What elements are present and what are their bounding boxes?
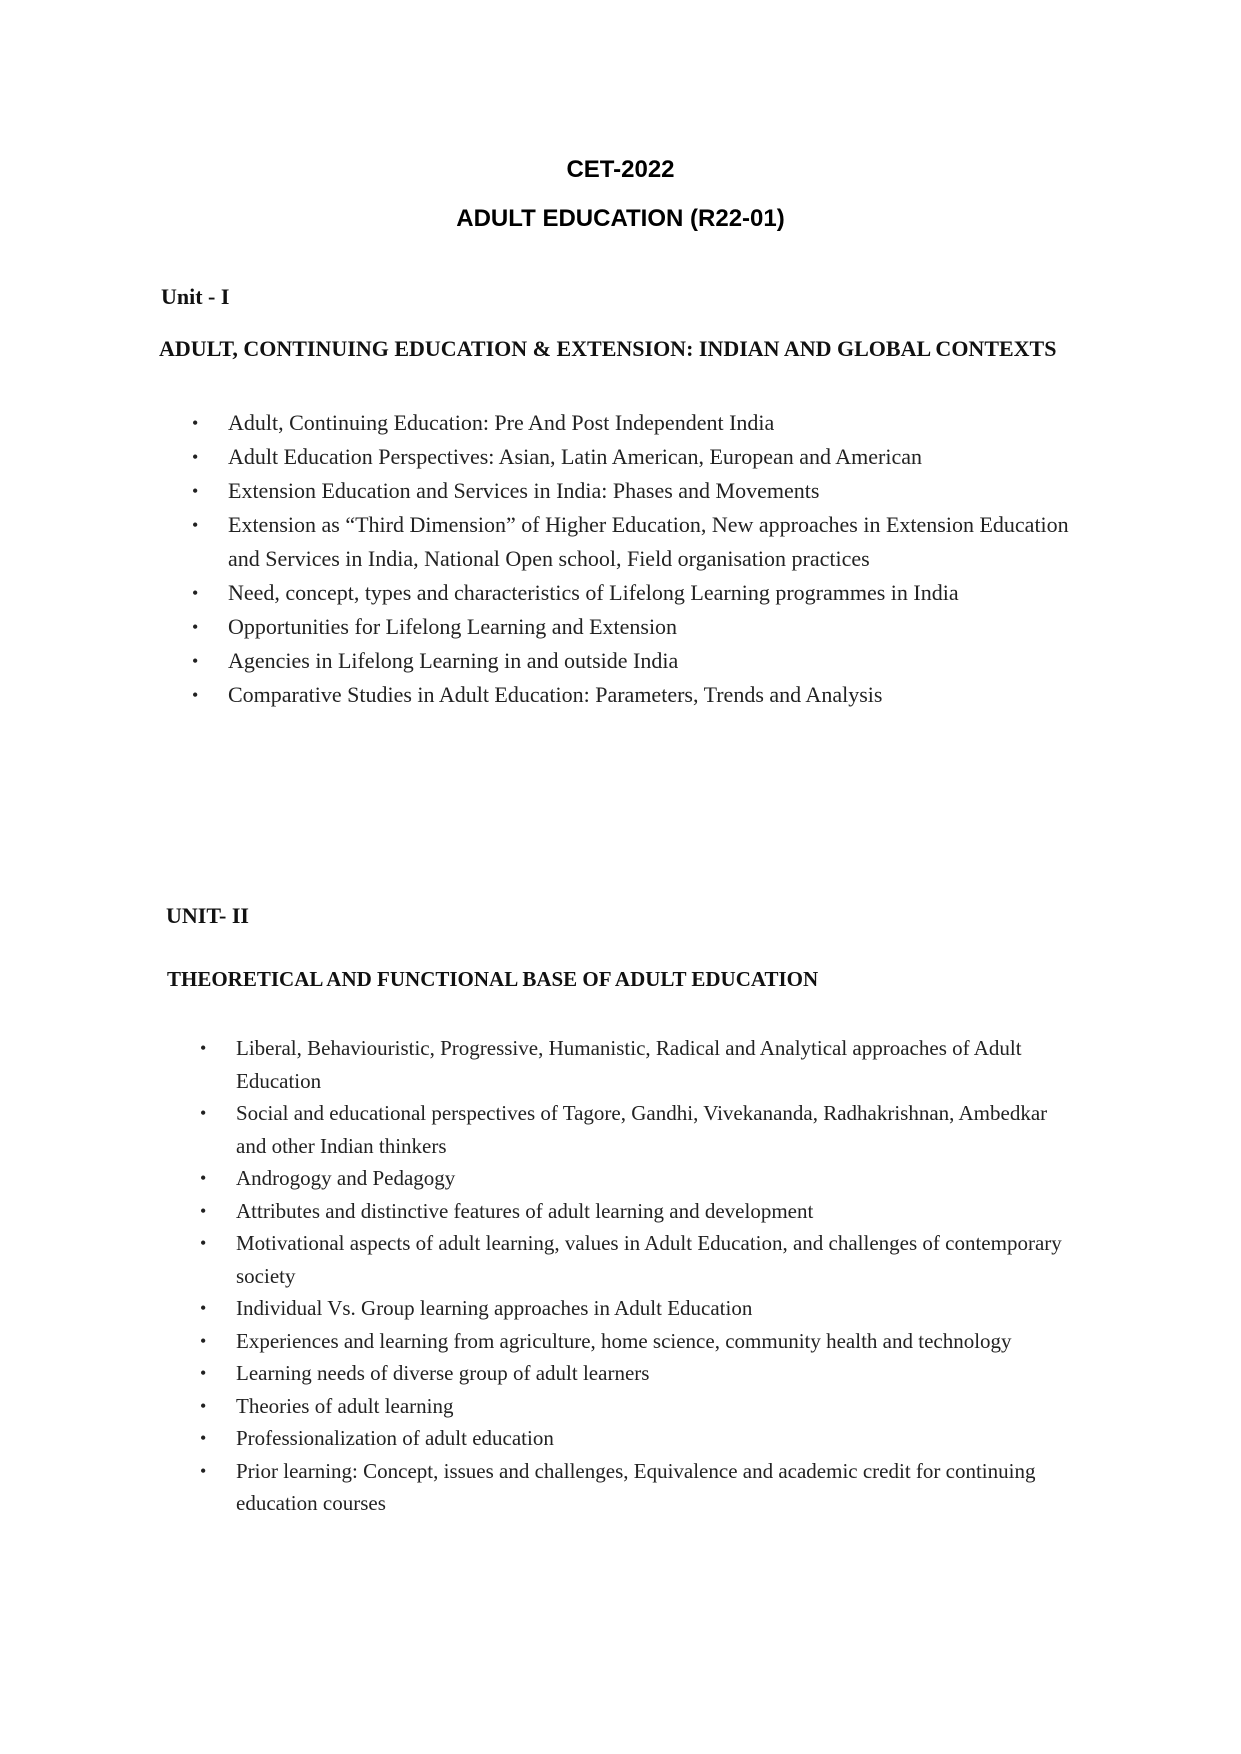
bullet-icon: • [200,1103,207,1123]
list-item-text: Androgogy and Pedagogy [236,1166,456,1190]
list-item [190,644,1070,678]
bullet-icon: • [192,481,199,501]
list-item-text: Motivational aspects of adult learning, values in Adult Education, and challenges of contemporary society [236,1231,1062,1288]
list-item [198,1097,1068,1162]
list-item [190,440,1070,474]
bullet-icon: • [192,413,199,433]
unit1-label: Unit - I [161,284,230,309]
exam-title: CET-2022 [566,156,675,183]
bullet-icon: • [200,1038,207,1058]
bullet-icon: • [200,1168,207,1188]
bullet-icon: • [200,1298,207,1318]
unit1-topic-list [190,406,1070,712]
list-item [198,1325,1068,1358]
bullet-icon: • [200,1330,207,1351]
bullet-icon: • [200,1460,207,1481]
list-item-text: Social and educational perspectives of Tagore, Gandhi, Vivekananda, Radhakrishnan, Ambedkar and other Indian thinkers [236,1101,1048,1158]
list-item-text: Opportunities for Lifelong Learning and Extension [228,614,678,639]
list-item-text: Extension as “Third Dimension” of Higher Education, New approaches in Extension Education and Services in India, National Open school, Field organisation practices [228,512,1069,571]
bullet-icon: • [192,617,199,637]
list-item [190,474,1070,508]
bullet-icon: • [200,1428,207,1448]
list-item-text: Agencies in Lifelong Learning in and outside India [228,648,679,673]
list-item [198,1422,1068,1455]
list-item [190,678,1070,712]
bullet-icon: • [192,583,199,603]
list-item [198,1357,1068,1390]
list-item-text: Liberal, Behaviouristic, Progressive, Humanistic, Radical and Analytical approaches of Adult Education [236,1036,1022,1093]
unit2-label: UNIT- II [166,903,249,928]
bullet-icon: • [200,1363,207,1383]
list-item-text: Individual Vs. Group learning approaches in Adult Education [236,1296,753,1320]
unit2-topic-list [198,1032,1068,1520]
list-item-text: Prior learning: Concept, issues and challenges, Equivalence and academic credit for continuing education courses [236,1458,1036,1515]
bullet-icon: • [200,1233,207,1253]
bullet-icon: • [200,1395,207,1416]
list-item [198,1032,1068,1097]
bullet-icon: • [192,685,199,705]
list-item-text: Theories of adult learning [236,1393,454,1418]
list-item [198,1455,1068,1520]
list-item [198,1390,1068,1423]
list-item [198,1227,1068,1292]
list-item-text: Comparative Studies in Adult Education: Parameters, Trends and Analysis [228,682,883,707]
list-item [190,406,1070,440]
list-item-text: Adult, Continuing Education: Pre And Post Independent India [228,410,775,435]
subject-title: ADULT EDUCATION (R22-01) [456,205,785,232]
list-item [198,1162,1068,1195]
list-item [190,576,1070,610]
list-item-text: Need, concept, types and characteristics of Lifelong Learning programmes in India [228,580,959,605]
list-item [198,1195,1068,1228]
bullet-icon: • [192,651,199,671]
unit2-heading: THEORETICAL AND FUNCTIONAL BASE OF ADULT EDUCATION [167,967,819,991]
list-item-text: Learning needs of diverse group of adult learners [236,1361,650,1385]
bullet-icon: • [192,515,199,535]
list-item-text: Adult Education Perspectives: Asian, Latin American, European and American [228,444,923,469]
unit1-heading: ADULT, CONTINUING EDUCATION & EXTENSION: INDIAN AND GLOBAL CONTEXTS [159,336,1057,361]
list-item-text: Experiences and learning from agriculture, home science, community health and technology [236,1328,1012,1353]
list-item-text: Professionalization of adult education [236,1426,554,1450]
list-item [190,610,1070,644]
bullet-icon: • [200,1200,207,1221]
list-item [190,508,1070,576]
list-item [198,1292,1068,1325]
bullet-icon: • [192,447,199,467]
list-item-text: Extension Education and Services in India: Phases and Movements [228,478,820,503]
list-item-text: Attributes and distinctive features of adult learning and development [236,1198,814,1223]
